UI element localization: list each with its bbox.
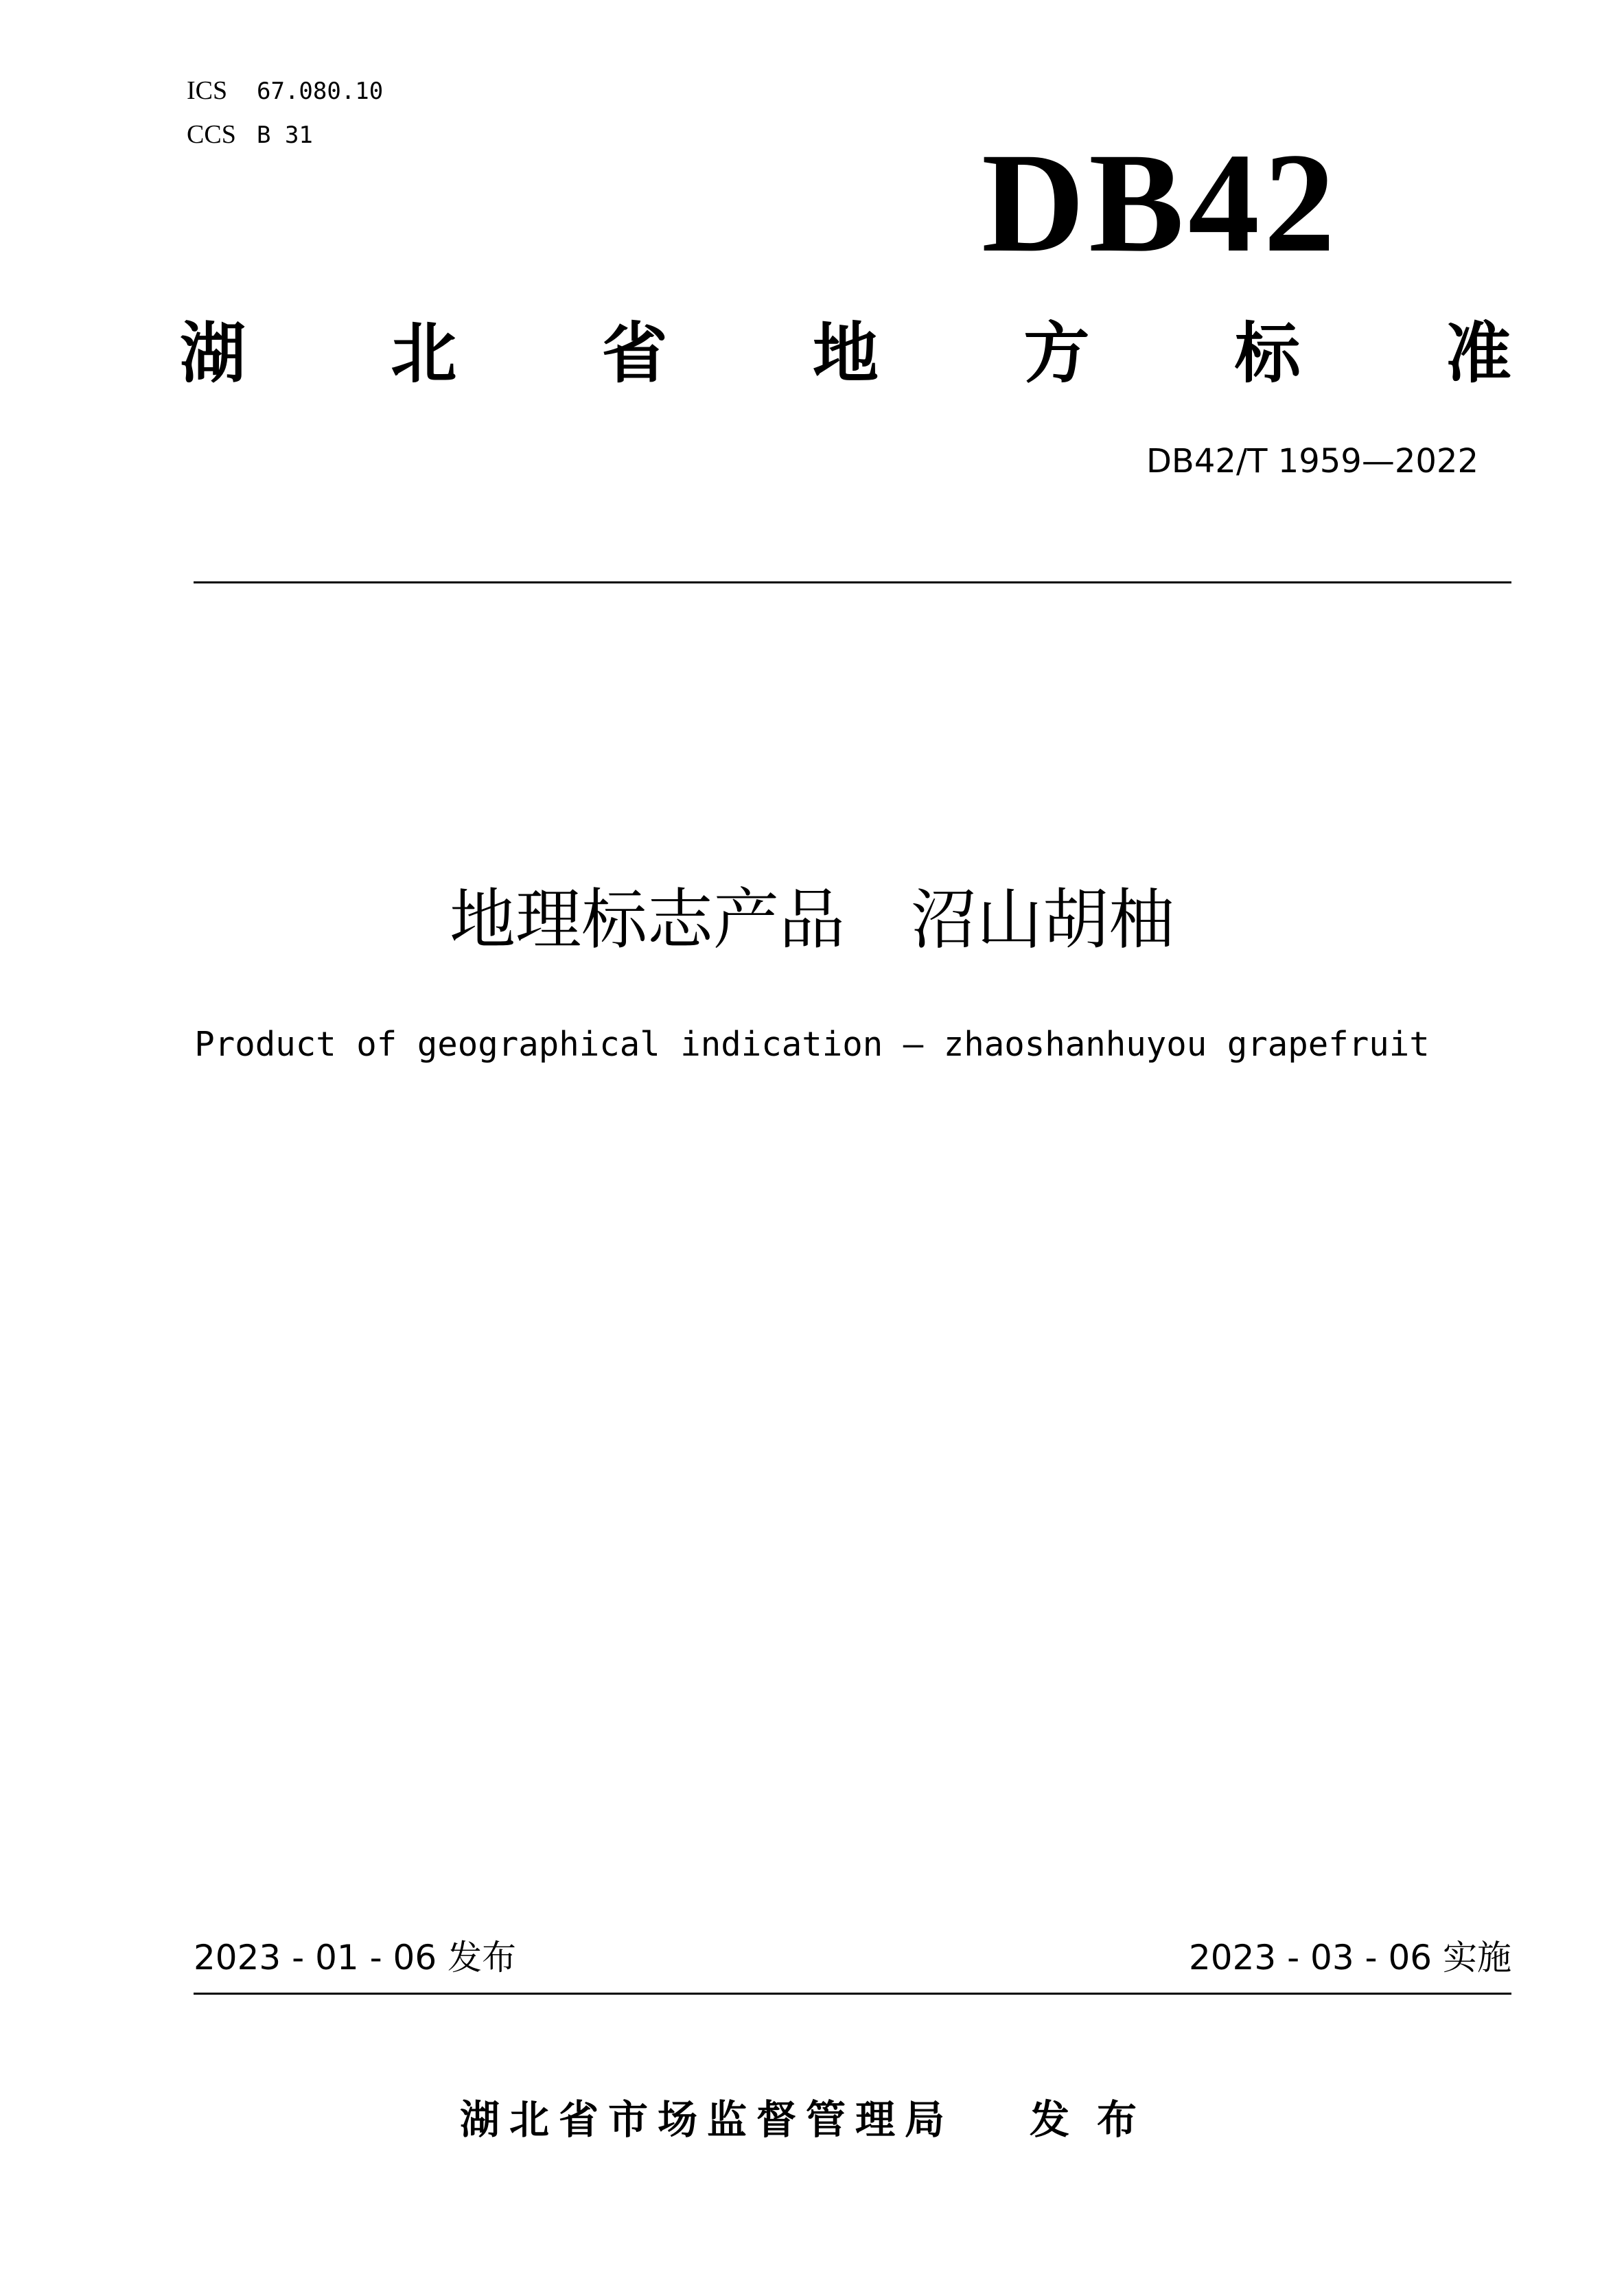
ccs-value: B 31 [257, 121, 313, 149]
ccs-label: CCS [187, 120, 236, 149]
standard-type-char: 湖 [180, 315, 246, 392]
standard-type-char: 省 [601, 315, 668, 392]
title-chinese: 地理标志产品 沼山胡柚 [450, 881, 1174, 958]
standard-type-heading [180, 312, 1511, 395]
ics-code [187, 74, 383, 108]
ics-label: ICS [187, 76, 228, 105]
ics-value: 67.080.10 [257, 78, 384, 105]
standard-type-char: 北 [391, 315, 457, 392]
title-english: Product of geographical indication — zhaoshanhuyou grapefruit [194, 1025, 1430, 1064]
standard-type-char: 标 [1234, 315, 1301, 392]
header-divider [194, 581, 1511, 583]
standard-number: DB42/T 1959—2022 [1146, 442, 1478, 480]
standard-type-char: 方 [1023, 315, 1090, 392]
issue-date: 2023 - 01 - 06 发布 [194, 1938, 517, 1978]
standard-type-char: 准 [1445, 315, 1511, 392]
standard-type-char: 地 [812, 315, 879, 392]
footer-divider [194, 1993, 1511, 1995]
publisher-organization: 湖北省市场监督管理局 [459, 2096, 954, 2143]
publisher-line [0, 2094, 1624, 2146]
db42-logo: DB42 [982, 124, 1339, 281]
implementation-date: 2023 - 03 - 06 实施 [1188, 1938, 1511, 1978]
publisher-action: 发布 [1030, 2096, 1165, 2143]
ccs-code [187, 118, 313, 152]
